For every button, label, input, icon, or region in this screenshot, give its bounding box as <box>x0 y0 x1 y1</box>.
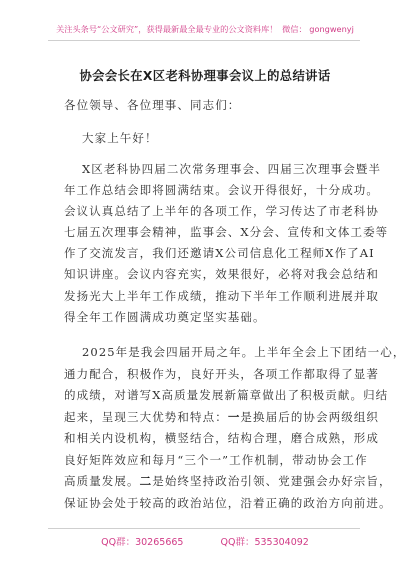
paragraph-line: 发扬光大上半年工作成绩，推动下半年工作顺利进展并取 <box>64 289 379 303</box>
paragraph-line: 通力配合，积极作为，良好开头，各项工作都取得了显著 <box>64 367 379 381</box>
line-text: 是始终坚持政治引领、党建强会办好宗旨， <box>152 474 392 488</box>
line-text: 是换届后的协会两级组织 <box>240 410 380 424</box>
paragraph-line: 保证协会处于较高的政治站位，沿着正确的政治方向前进。 <box>64 496 392 510</box>
paragraph-line: 得全年工作圆满成功奠定坚实基础。 <box>64 310 266 324</box>
paragraph-line: 作了交流发言，我们还邀请X公司信息化工程师X作了AI <box>64 246 375 260</box>
header-banner <box>30 22 380 36</box>
paragraph-line: 会议认真总结了上半年的各项工作，学习传达了市老科协 <box>64 204 379 218</box>
header-notice: 关注头条号“公文研究”，获得最新最全最专业的公文资料库！ <box>56 24 278 34</box>
header-divider <box>48 40 360 41</box>
greeting-line: 大家上午好！ <box>82 131 158 145</box>
line-text: 高质量发展。 <box>64 474 140 488</box>
footer <box>40 534 370 548</box>
footer-qq-group-2: QQ群：535304092 <box>220 537 309 548</box>
paragraph-line: 的成绩，对谱写X高质量发展新篇章做出了积极贡献。归结 <box>64 388 389 402</box>
paragraph-line: 知识讲座。会议内容充实，效果很好，必将对我会总结和 <box>64 267 379 281</box>
line-text: 起来，呈现三大优势和特点： <box>64 410 228 424</box>
document-title: 协会会长在X区老科协理事会议上的总结讲话 <box>79 69 331 83</box>
paragraph-line: 和相关内设机构，横竖结合，结构合理，磨合成熟，形成 <box>64 431 379 445</box>
salutation-line: 各位领导、各位理事、同志们： <box>64 98 241 112</box>
paragraph-line: 七届五次理事会精神，监事会、X分会、宣传和文体工委等 <box>64 225 389 239</box>
emphasis-marker: 二 <box>139 474 153 488</box>
footer-qq-group-1: QQ群：30265665 <box>101 537 184 548</box>
paragraph-line <box>64 409 379 425</box>
emphasis-marker: 一 <box>227 410 241 424</box>
wechat-label: 微信： <box>282 24 307 34</box>
paragraph-line: 年工作总结会即将圆满结束。会议开得很好，十分成功。 <box>64 183 379 197</box>
paragraph-line <box>64 473 392 489</box>
wechat-id: gongwenyj <box>309 24 354 34</box>
paragraph-line: 良好矩阵效应和每月“三个一”工作机制，带动协会工作 <box>64 453 368 467</box>
footer-divider <box>48 528 360 529</box>
paragraph-line: 2025年是我会四届开局之年。上半年全会上下团结一心， <box>82 345 406 359</box>
paragraph-line: X区老科协四届二次常务理事会、四届三次理事会暨半 <box>82 162 382 176</box>
